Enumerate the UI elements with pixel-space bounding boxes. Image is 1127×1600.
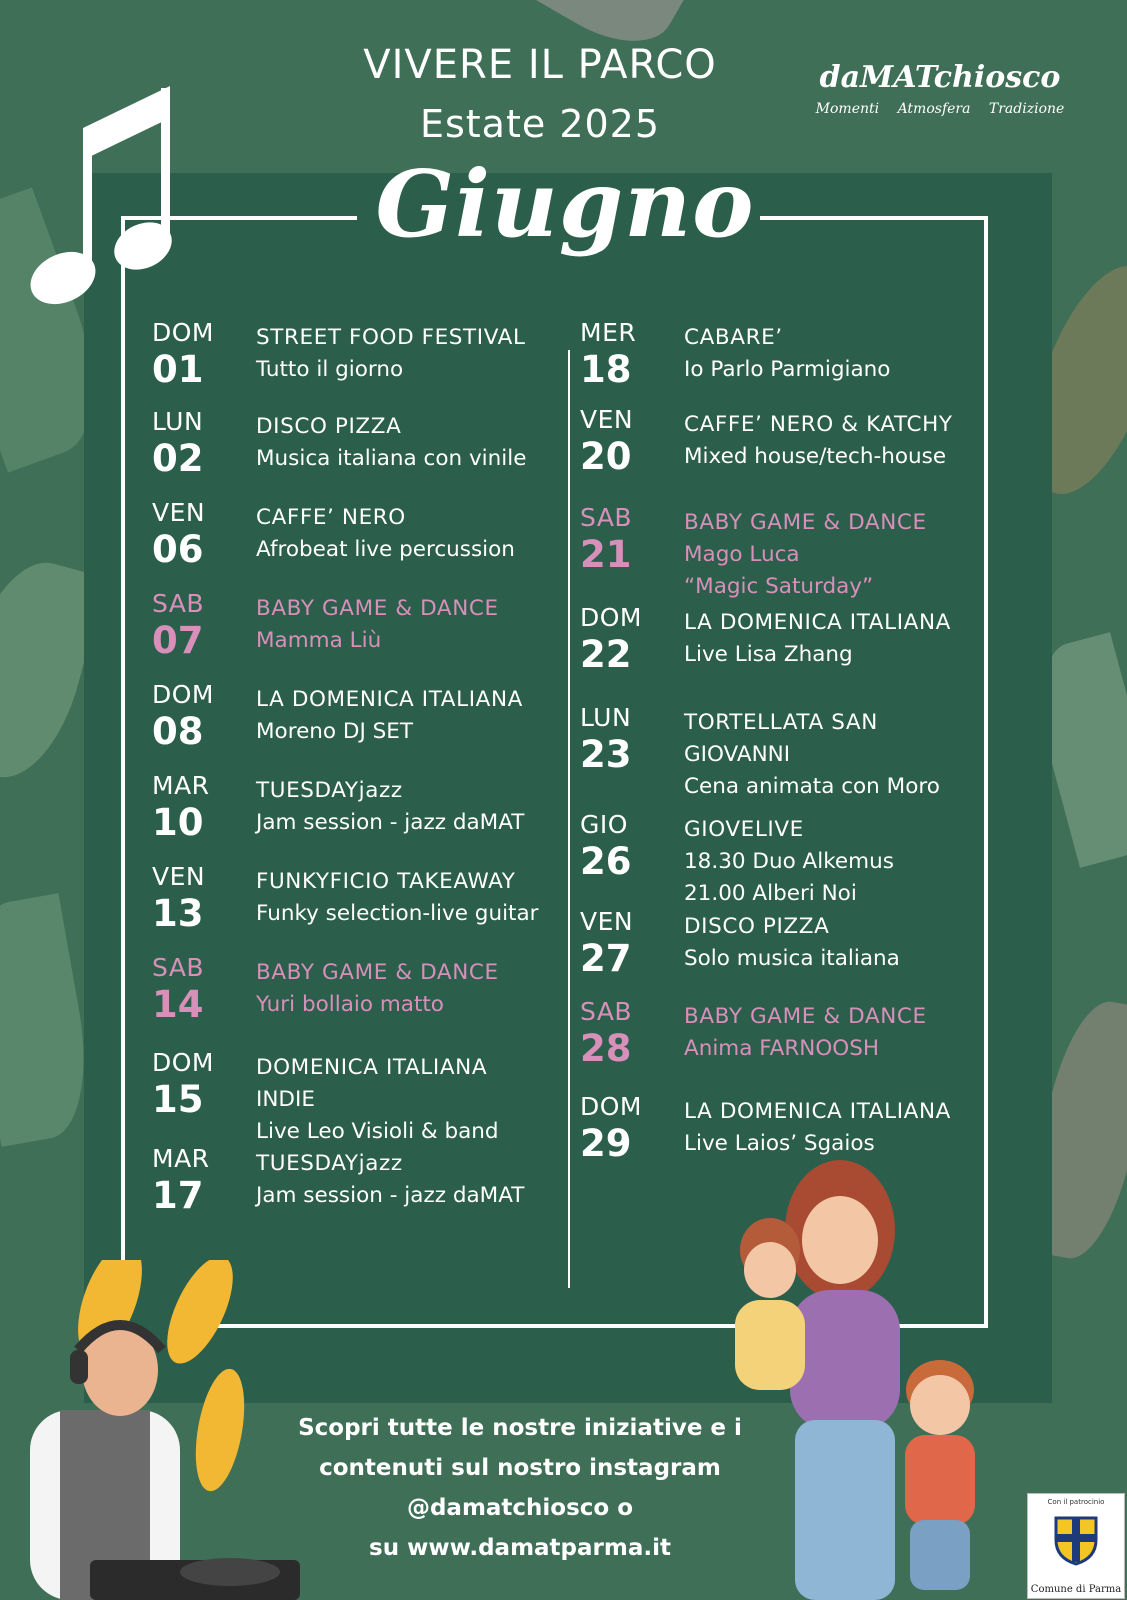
event-details <box>256 411 526 475</box>
event-details <box>256 502 515 566</box>
event-date: 14 <box>152 983 204 1026</box>
event-details <box>684 607 951 671</box>
event-weekday: LUN <box>580 703 632 732</box>
event-date: 01 <box>152 348 204 391</box>
event-description: Funky selection-live guitar <box>256 901 539 926</box>
event-details <box>684 322 890 386</box>
event-title: DISCO PIZZA <box>684 914 830 939</box>
event-date: 21 <box>580 533 632 576</box>
event-weekday: SAB <box>152 589 205 618</box>
event-description: Cena animata con Moro <box>684 774 940 799</box>
event-weekday: MAR <box>152 1144 210 1173</box>
event-title: BABY GAME & DANCE <box>684 510 927 535</box>
event-date: 27 <box>580 937 632 980</box>
event-date: 10 <box>152 801 204 844</box>
event-date: 23 <box>580 733 632 776</box>
event-weekday: DOM <box>152 318 214 347</box>
event-details <box>256 957 499 1021</box>
event-details <box>684 707 940 803</box>
event-title: DISCO PIZZA <box>256 414 402 439</box>
event-date: 18 <box>580 348 632 391</box>
event-date: 17 <box>152 1174 204 1217</box>
frame-left <box>121 216 125 1264</box>
event-description: “Magic Saturday” <box>684 574 874 599</box>
event-date: 06 <box>152 528 204 571</box>
logo-tagline: Momenti Atmosfera Tradizione <box>815 101 1065 117</box>
event-description: Moreno DJ SET <box>256 719 414 744</box>
event-date: 02 <box>152 437 204 480</box>
event-title: GIOVELIVE <box>684 817 804 842</box>
event-title: CAFFE’ NERO <box>256 505 406 530</box>
event-details <box>256 866 539 930</box>
event-weekday: SAB <box>580 997 633 1026</box>
event-description: Anima FARNOOSH <box>684 1036 880 1061</box>
event-title: LA DOMENICA ITALIANA <box>684 1099 951 1124</box>
event-title: CABARE’ <box>684 325 783 350</box>
event-weekday: VEN <box>580 907 634 936</box>
event-date: 29 <box>580 1122 632 1165</box>
event-details <box>256 775 524 839</box>
footer-line-2: contenuti sul nostro instagram <box>319 1455 721 1481</box>
event-weekday: MER <box>580 318 637 347</box>
event-date: 13 <box>152 892 204 935</box>
event-title: BABY GAME & DANCE <box>684 1004 927 1029</box>
event-weekday: DOM <box>152 680 214 709</box>
event-date: 15 <box>152 1078 204 1121</box>
event-details <box>256 593 499 657</box>
event-description: Mamma Liù <box>256 628 382 653</box>
event-description: GIOVANNI <box>684 742 791 767</box>
event-title: LA DOMENICA ITALIANA <box>684 610 951 635</box>
dj-illustration <box>0 1260 300 1600</box>
event-description: Musica italiana con vinile <box>256 446 527 471</box>
event-date: 26 <box>580 840 632 883</box>
event-description: Afrobeat live percussion <box>256 537 515 562</box>
event-weekday: GIO <box>580 810 628 839</box>
event-description: Live Laios’ Sgaios <box>684 1131 875 1156</box>
column-divider <box>568 350 570 1288</box>
frame-top-right <box>760 216 988 220</box>
patronage-badge <box>1027 1493 1125 1599</box>
event-description: Yuri bollaio matto <box>256 992 444 1017</box>
event-description: INDIE <box>256 1087 315 1112</box>
event-weekday: DOM <box>580 603 642 632</box>
event-description: Io Parlo Parmigiano <box>684 357 891 382</box>
event-weekday: SAB <box>580 503 633 532</box>
event-title: FUNKYFICIO TAKEAWAY <box>256 869 516 894</box>
event-date: 20 <box>580 435 632 478</box>
event-title: DOMENICA ITALIANA <box>256 1055 488 1080</box>
event-date: 28 <box>580 1027 632 1070</box>
event-weekday: LUN <box>152 407 204 436</box>
event-details <box>684 507 927 603</box>
instagram-handle: @damatchiosco o <box>406 1495 634 1521</box>
event-details <box>256 322 526 386</box>
event-title: BABY GAME & DANCE <box>256 960 499 985</box>
event-title: TUESDAYjazz <box>256 778 403 803</box>
damat-logo <box>800 60 1080 117</box>
event-description: Jam session - jazz daMAT <box>256 1183 525 1208</box>
month-title: Giugno <box>375 150 755 258</box>
event-description: Mixed house/tech-house <box>684 444 947 469</box>
logo-name: daMATchiosco <box>819 60 1061 95</box>
website-link: su www.damatparma.it <box>369 1535 671 1561</box>
event-weekday: VEN <box>580 405 634 434</box>
event-title: BABY GAME & DANCE <box>256 596 499 621</box>
event-weekday: SAB <box>152 953 205 982</box>
header-subtitle: Estate 2025 <box>419 102 661 146</box>
event-title: LA DOMENICA ITALIANA <box>256 687 523 712</box>
event-description: Live Leo Visioli & band <box>256 1119 499 1144</box>
event-title: STREET FOOD FESTIVAL <box>256 325 526 350</box>
footer-text <box>270 1408 770 1568</box>
event-weekday: DOM <box>152 1048 214 1077</box>
event-details <box>684 814 894 910</box>
event-description: Solo musica italiana <box>684 946 900 971</box>
event-description: 18.30 Duo Alkemus <box>684 849 894 874</box>
event-details <box>684 1001 927 1065</box>
event-description: 21.00 Alberi Noi <box>684 881 857 906</box>
event-date: 22 <box>580 633 632 676</box>
event-title: TORTELLATA SAN <box>684 710 878 735</box>
event-weekday: DOM <box>580 1092 642 1121</box>
event-details <box>684 1096 951 1160</box>
event-weekday: VEN <box>152 498 206 527</box>
event-details <box>256 684 523 748</box>
event-description: Mago Luca <box>684 542 800 567</box>
event-details <box>684 409 953 473</box>
event-description: Live Lisa Zhang <box>684 642 853 667</box>
music-note-icon <box>15 78 175 308</box>
event-details <box>256 1148 524 1212</box>
parma-crest-icon <box>1051 1510 1101 1566</box>
footer-line-1: Scopri tutte le nostre iniziative e i <box>298 1415 742 1441</box>
event-description: Jam session - jazz daMAT <box>256 810 525 835</box>
event-date: 08 <box>152 710 204 753</box>
header-title: VIVERE IL PARCO <box>363 42 717 88</box>
event-details <box>256 1052 499 1148</box>
patronage-label: Con il patrocinio <box>1047 1498 1105 1506</box>
event-weekday: MAR <box>152 771 210 800</box>
event-title: CAFFE’ NERO & KATCHY <box>684 412 953 437</box>
event-title: TUESDAYjazz <box>256 1151 403 1176</box>
event-description: Tutto il giorno <box>256 357 404 382</box>
event-details <box>684 911 900 975</box>
event-weekday: VEN <box>152 862 206 891</box>
event-date: 07 <box>152 619 204 662</box>
patronage-name: Comune di Parma <box>1030 1584 1122 1595</box>
